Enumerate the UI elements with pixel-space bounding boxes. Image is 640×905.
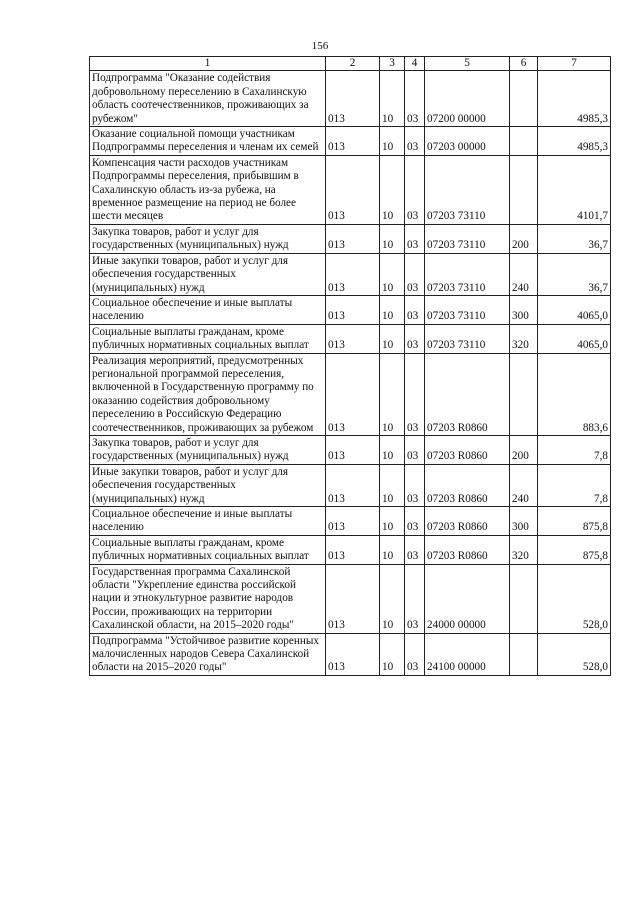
column-header-5: 5 (425, 57, 510, 71)
column-header-6: 6 (510, 57, 538, 71)
table-row (90, 353, 611, 435)
table-row (90, 127, 611, 156)
expense-type-code: 240 (510, 253, 538, 295)
section-code: 10 (380, 353, 405, 435)
expense-type-code: 300 (510, 295, 538, 324)
subsection-code: 03 (405, 155, 425, 224)
target-article-code: 24100 00000 (425, 633, 510, 675)
item-name: Социальные выплаты гражданам, кроме публичных нормативных социальных выплат (90, 324, 326, 353)
item-name: Социальные выплаты гражданам, кроме публичных нормативных социальных выплат (90, 535, 326, 564)
section-code: 10 (380, 253, 405, 295)
subsection-code: 03 (405, 353, 425, 435)
target-article-code: 07203 R0860 (425, 464, 510, 506)
subsection-code: 03 (405, 71, 425, 127)
subsection-code: 03 (405, 507, 425, 536)
amount: 4065,0 (538, 295, 611, 324)
section-code: 10 (380, 224, 405, 253)
target-article-code: 07200 00000 (425, 71, 510, 127)
table-row (90, 464, 611, 506)
expense-type-code: 300 (510, 507, 538, 536)
amount: 875,8 (538, 507, 611, 536)
subsection-code: 03 (405, 253, 425, 295)
section-code: 10 (380, 155, 405, 224)
column-header-1: 1 (90, 57, 326, 71)
expense-type-code (510, 353, 538, 435)
amount: 528,0 (538, 633, 611, 675)
subsection-code: 03 (405, 535, 425, 564)
expense-type-code: 200 (510, 224, 538, 253)
page-number: 156 (311, 40, 329, 52)
section-code: 10 (380, 464, 405, 506)
item-name: Подпрограмма "Оказание содействия добровольному переселению в Сахалинскую область соотечественников, проживающих за рубежом" (90, 71, 326, 127)
expense-type-code (510, 564, 538, 633)
item-name: Закупка товаров, работ и услуг для государственных (муниципальных) нужд (90, 224, 326, 253)
column-header-4: 4 (405, 57, 425, 71)
ministry-code: 013 (326, 464, 380, 506)
ministry-code: 013 (326, 535, 380, 564)
item-name: Реализация мероприятий, предусмотренных региональной программой переселения, включенной в Государственную программу по оказанию содействия добровольному переселению в Российскую Федерацию соотечественников, проживающих за рубежом (90, 353, 326, 435)
section-code: 10 (380, 633, 405, 675)
column-header-7: 7 (538, 57, 611, 71)
item-name: Государственная программа Сахалинской области "Укрепление единства российской нации и этнокультурное развитие народов России, проживающих на территории Сахалинской области, на 2015–2020 годы" (90, 564, 326, 633)
section-code: 10 (380, 564, 405, 633)
expense-type-code: 320 (510, 324, 538, 353)
table-row (90, 324, 611, 353)
subsection-code: 03 (405, 127, 425, 156)
table-row (90, 507, 611, 536)
expense-type-code: 320 (510, 535, 538, 564)
ministry-code: 013 (326, 507, 380, 536)
table-body (90, 71, 611, 675)
subsection-code: 03 (405, 224, 425, 253)
section-code: 10 (380, 324, 405, 353)
header-row (90, 57, 611, 71)
amount: 883,6 (538, 353, 611, 435)
amount: 4101,7 (538, 155, 611, 224)
amount: 875,8 (538, 535, 611, 564)
expense-type-code: 200 (510, 435, 538, 464)
item-name: Иные закупки товаров, работ и услуг для обеспечения государственных (муниципальных) нужд (90, 464, 326, 506)
item-name: Оказание социальной помощи участникам Подпрограммы переселения и членам их семей (90, 127, 326, 156)
target-article-code: 07203 00000 (425, 127, 510, 156)
expense-type-code (510, 155, 538, 224)
table-row (90, 224, 611, 253)
target-article-code: 07203 73110 (425, 253, 510, 295)
subsection-code: 03 (405, 324, 425, 353)
subsection-code: 03 (405, 295, 425, 324)
ministry-code: 013 (326, 633, 380, 675)
expense-type-code (510, 633, 538, 675)
item-name: Социальное обеспечение и иные выплаты населению (90, 295, 326, 324)
subsection-code: 03 (405, 633, 425, 675)
section-code: 10 (380, 435, 405, 464)
expense-type-code: 240 (510, 464, 538, 506)
table-row (90, 564, 611, 633)
amount: 36,7 (538, 253, 611, 295)
ministry-code: 013 (326, 71, 380, 127)
ministry-code: 013 (326, 127, 380, 156)
ministry-code: 013 (326, 324, 380, 353)
section-code: 10 (380, 127, 405, 156)
subsection-code: 03 (405, 435, 425, 464)
amount: 4065,0 (538, 324, 611, 353)
target-article-code: 07203 73110 (425, 155, 510, 224)
ministry-code: 013 (326, 435, 380, 464)
item-name: Закупка товаров, работ и услуг для государственных (муниципальных) нужд (90, 435, 326, 464)
ministry-code: 013 (326, 353, 380, 435)
section-code: 10 (380, 295, 405, 324)
ministry-code: 013 (326, 224, 380, 253)
column-header-3: 3 (380, 57, 405, 71)
table-row (90, 155, 611, 224)
column-header-2: 2 (326, 57, 380, 71)
target-article-code: 07203 R0860 (425, 507, 510, 536)
section-code: 10 (380, 535, 405, 564)
ministry-code: 013 (326, 295, 380, 324)
subsection-code: 03 (405, 564, 425, 633)
section-code: 10 (380, 507, 405, 536)
amount: 36,7 (538, 224, 611, 253)
table-row (90, 435, 611, 464)
item-name: Подпрограмма "Устойчивое развитие коренных малочисленных народов Севера Сахалинской области на 2015–2020 годы" (90, 633, 326, 675)
target-article-code: 07203 73110 (425, 324, 510, 353)
amount: 528,0 (538, 564, 611, 633)
ministry-code: 013 (326, 564, 380, 633)
target-article-code: 07203 73110 (425, 224, 510, 253)
table-row (90, 253, 611, 295)
item-name: Социальное обеспечение и иные выплаты населению (90, 507, 326, 536)
target-article-code: 24000 00000 (425, 564, 510, 633)
amount: 4985,3 (538, 127, 611, 156)
target-article-code: 07203 R0860 (425, 435, 510, 464)
item-name: Иные закупки товаров, работ и услуг для обеспечения государственных (муниципальных) нужд (90, 253, 326, 295)
ministry-code: 013 (326, 155, 380, 224)
target-article-code: 07203 R0860 (425, 353, 510, 435)
table-row (90, 633, 611, 675)
table-row (90, 295, 611, 324)
target-article-code: 07203 R0860 (425, 535, 510, 564)
target-article-code: 07203 73110 (425, 295, 510, 324)
expense-type-code (510, 71, 538, 127)
amount: 7,8 (538, 464, 611, 506)
item-name: Компенсация части расходов участникам Подпрограммы переселения, прибывшим в Сахалинскую область из-за рубежа, на временное размещение на период не более шести месяцев (90, 155, 326, 224)
subsection-code: 03 (405, 464, 425, 506)
table-row (90, 535, 611, 564)
section-code: 10 (380, 71, 405, 127)
amount: 7,8 (538, 435, 611, 464)
ministry-code: 013 (326, 253, 380, 295)
table-row (90, 71, 611, 127)
expense-type-code (510, 127, 538, 156)
budget-table (89, 56, 611, 676)
amount: 4985,3 (538, 71, 611, 127)
